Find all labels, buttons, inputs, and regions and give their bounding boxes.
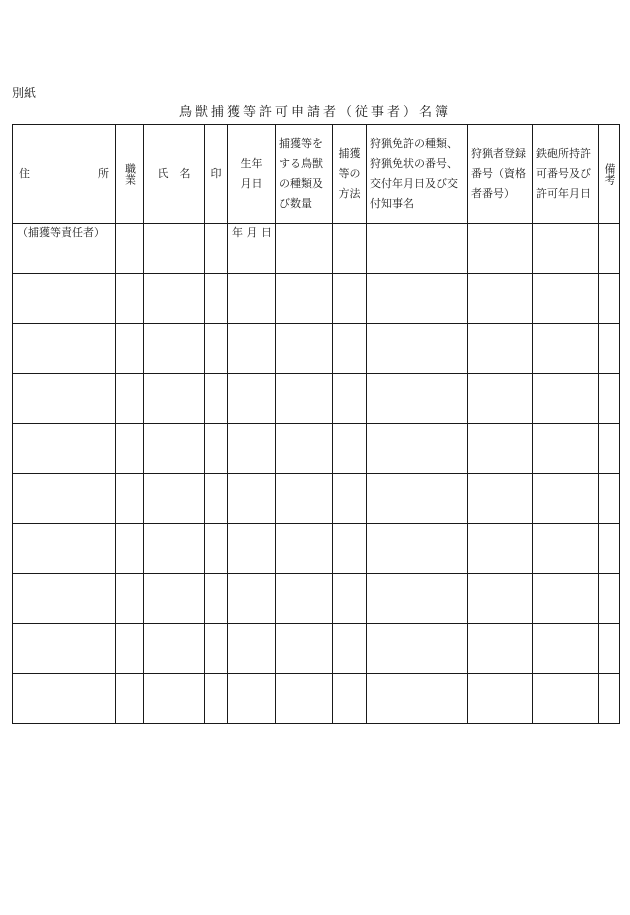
- header-method: 捕獲 等の 方法: [333, 125, 367, 224]
- header-name: 氏 名: [144, 125, 205, 224]
- cell-address[interactable]: （捕獲等責任者）: [13, 224, 116, 274]
- cell-address[interactable]: [13, 324, 116, 374]
- cell-registration[interactable]: [468, 674, 533, 724]
- header-species-quantity: 捕獲等を する鳥獣 の種類及 び数量: [276, 125, 333, 224]
- cell-occupation[interactable]: [116, 474, 144, 524]
- cell-seal[interactable]: [205, 274, 228, 324]
- cell-seal[interactable]: [205, 424, 228, 474]
- cell-species[interactable]: [276, 374, 333, 424]
- cell-birthdate[interactable]: [228, 574, 276, 624]
- table-row: [13, 374, 620, 424]
- cell-method[interactable]: [333, 474, 367, 524]
- cell-name[interactable]: [144, 474, 205, 524]
- cell-method[interactable]: [333, 574, 367, 624]
- cell-firearm[interactable]: [533, 574, 599, 624]
- cell-remarks[interactable]: [599, 674, 620, 724]
- attachment-label: 別紙: [12, 86, 37, 100]
- cell-method[interactable]: [333, 524, 367, 574]
- cell-address[interactable]: [13, 524, 116, 574]
- cell-seal[interactable]: [205, 474, 228, 524]
- cell-remarks[interactable]: [599, 524, 620, 574]
- cell-birthdate[interactable]: [228, 324, 276, 374]
- cell-seal[interactable]: [205, 674, 228, 724]
- cell-firearm[interactable]: [533, 274, 599, 324]
- cell-firearm[interactable]: [533, 374, 599, 424]
- cell-registration[interactable]: [468, 574, 533, 624]
- cell-species[interactable]: [276, 424, 333, 474]
- cell-occupation[interactable]: [116, 674, 144, 724]
- cell-license[interactable]: [367, 624, 468, 674]
- cell-occupation[interactable]: [116, 274, 144, 324]
- cell-species[interactable]: [276, 574, 333, 624]
- cell-method[interactable]: [333, 674, 367, 724]
- cell-remarks[interactable]: [599, 424, 620, 474]
- cell-license[interactable]: [367, 224, 468, 274]
- cell-species[interactable]: [276, 624, 333, 674]
- header-address: 住 所: [13, 125, 116, 224]
- table-row: [13, 274, 620, 324]
- table-row: [13, 624, 620, 674]
- cell-remarks[interactable]: [599, 274, 620, 324]
- cell-seal[interactable]: [205, 624, 228, 674]
- cell-method[interactable]: [333, 224, 367, 274]
- cell-birthdate[interactable]: [228, 424, 276, 474]
- table-row: [13, 424, 620, 474]
- cell-occupation[interactable]: [116, 324, 144, 374]
- table-row: [13, 674, 620, 724]
- cell-method[interactable]: [333, 424, 367, 474]
- cell-registration[interactable]: [468, 524, 533, 574]
- header-remarks: 備考: [599, 125, 620, 224]
- table-row: [13, 524, 620, 574]
- cell-address[interactable]: [13, 674, 116, 724]
- header-seal: 印: [205, 125, 228, 224]
- cell-registration[interactable]: [468, 474, 533, 524]
- cell-method[interactable]: [333, 274, 367, 324]
- header-hunter-registration: 狩猟者登録 番号（資格 者番号）: [468, 125, 533, 224]
- cell-address[interactable]: [13, 574, 116, 624]
- cell-name[interactable]: [144, 324, 205, 374]
- cell-seal[interactable]: [205, 524, 228, 574]
- cell-birthdate[interactable]: [228, 374, 276, 424]
- cell-occupation[interactable]: [116, 374, 144, 424]
- register-body: [13, 224, 620, 724]
- cell-species[interactable]: [276, 674, 333, 724]
- cell-name[interactable]: [144, 424, 205, 474]
- cell-species[interactable]: [276, 474, 333, 524]
- cell-address[interactable]: [13, 424, 116, 474]
- cell-species[interactable]: [276, 224, 333, 274]
- table-row: [13, 224, 620, 274]
- cell-birthdate[interactable]: [228, 674, 276, 724]
- cell-seal[interactable]: [205, 224, 228, 274]
- cell-birthdate[interactable]: [228, 274, 276, 324]
- cell-license[interactable]: [367, 324, 468, 374]
- cell-name[interactable]: [144, 274, 205, 324]
- cell-remarks[interactable]: [599, 324, 620, 374]
- cell-species[interactable]: [276, 524, 333, 574]
- cell-birthdate[interactable]: [228, 474, 276, 524]
- cell-birthdate[interactable]: [228, 524, 276, 574]
- cell-remarks[interactable]: [599, 224, 620, 274]
- cell-seal[interactable]: [205, 574, 228, 624]
- cell-seal[interactable]: [205, 374, 228, 424]
- cell-remarks[interactable]: [599, 574, 620, 624]
- cell-species[interactable]: [276, 274, 333, 324]
- cell-firearm[interactable]: [533, 624, 599, 674]
- cell-address[interactable]: [13, 274, 116, 324]
- table-row: [13, 324, 620, 374]
- cell-occupation[interactable]: [116, 424, 144, 474]
- header-hunting-license: 狩猟免許の種類、 狩猟免状の番号、 交付年月日及び交 付知事名: [367, 125, 468, 224]
- cell-occupation[interactable]: [116, 574, 144, 624]
- cell-registration[interactable]: [468, 224, 533, 274]
- cell-remarks[interactable]: [599, 624, 620, 674]
- cell-registration[interactable]: [468, 324, 533, 374]
- cell-registration[interactable]: [468, 624, 533, 674]
- cell-birthdate[interactable]: 年 月 日: [228, 224, 276, 274]
- header-birthdate: 生年 月日: [228, 125, 276, 224]
- cell-method[interactable]: [333, 324, 367, 374]
- cell-registration[interactable]: [468, 374, 533, 424]
- cell-occupation[interactable]: [116, 624, 144, 674]
- cell-firearm[interactable]: [533, 524, 599, 574]
- table-row: [13, 474, 620, 524]
- cell-remarks[interactable]: [599, 374, 620, 424]
- header-occupation: 職業: [116, 125, 144, 224]
- cell-firearm[interactable]: [533, 424, 599, 474]
- cell-firearm[interactable]: [533, 224, 599, 274]
- cell-species[interactable]: [276, 324, 333, 374]
- cell-registration[interactable]: [468, 274, 533, 324]
- cell-name[interactable]: [144, 524, 205, 574]
- cell-occupation[interactable]: [116, 224, 144, 274]
- cell-address[interactable]: [13, 624, 116, 674]
- table-row: [13, 574, 620, 624]
- cell-firearm[interactable]: [533, 674, 599, 724]
- cell-method[interactable]: [333, 624, 367, 674]
- cell-name[interactable]: [144, 574, 205, 624]
- cell-firearm[interactable]: [533, 324, 599, 374]
- cell-license[interactable]: [367, 674, 468, 724]
- cell-firearm[interactable]: [533, 474, 599, 524]
- cell-seal[interactable]: [205, 324, 228, 374]
- cell-remarks[interactable]: [599, 474, 620, 524]
- cell-name[interactable]: [144, 674, 205, 724]
- cell-license[interactable]: [367, 274, 468, 324]
- cell-license[interactable]: [367, 424, 468, 474]
- cell-license[interactable]: [367, 374, 468, 424]
- cell-birthdate[interactable]: [228, 624, 276, 674]
- cell-address[interactable]: [13, 474, 116, 524]
- header-row: [13, 125, 620, 224]
- document-title: 鳥獣捕獲等許可申請者（従事者）名簿: [178, 105, 451, 120]
- cell-license[interactable]: [367, 524, 468, 574]
- cell-license[interactable]: [367, 474, 468, 524]
- cell-name[interactable]: [144, 224, 205, 274]
- applicant-register-table: [12, 124, 620, 724]
- header-firearm-permit: 鉄砲所持許 可番号及び 許可年月日: [533, 125, 599, 224]
- cell-address[interactable]: [13, 374, 116, 424]
- cell-method[interactable]: [333, 374, 367, 424]
- cell-name[interactable]: [144, 374, 205, 424]
- cell-name[interactable]: [144, 624, 205, 674]
- cell-license[interactable]: [367, 574, 468, 624]
- cell-occupation[interactable]: [116, 524, 144, 574]
- cell-registration[interactable]: [468, 424, 533, 474]
